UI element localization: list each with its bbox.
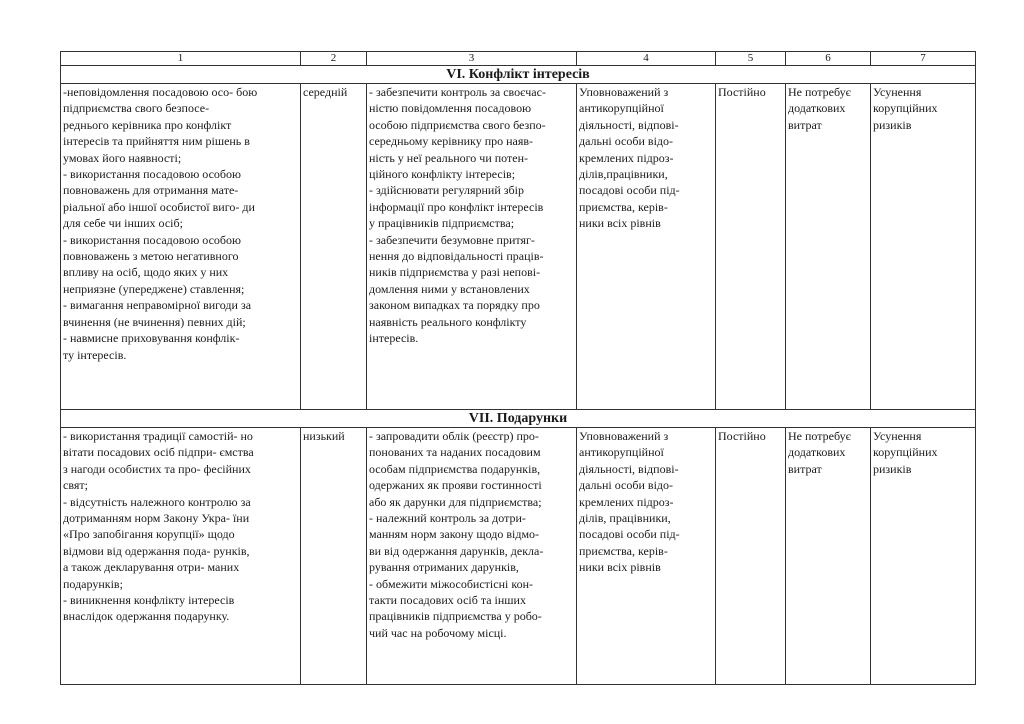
text-line: додаткових (788, 101, 846, 116)
column-number: 3 (367, 52, 577, 66)
text-line: ділів,працівники, (579, 167, 668, 182)
table-row (61, 428, 976, 685)
text-line: повноважень для отримання мате- (63, 183, 239, 198)
text-line: середньому керівнику про наяв- (369, 134, 534, 149)
document-page (60, 51, 975, 685)
text-line: наявність реального конфлікту (369, 314, 527, 329)
risk-cell (61, 428, 301, 685)
column-number-row (61, 52, 976, 66)
text-line: Усунення (873, 85, 922, 99)
text-line: - забезпечити контроль за своєчас- (369, 85, 546, 99)
measures-cell (367, 428, 577, 685)
text-line: посадові особи під- (579, 527, 680, 542)
result-cell (871, 84, 976, 410)
text-line: кремлених підроз- (579, 494, 674, 509)
table-row (61, 84, 976, 410)
result-text (873, 428, 973, 477)
text-line: а також декларування отри- маних (63, 560, 240, 575)
text-line: Уповноважений з (579, 85, 669, 99)
text-line: ризиків (873, 461, 912, 476)
text-line: реднього керівника про конфлікт (63, 117, 232, 132)
text-line: - обмежити міжособистісні кон- (369, 576, 533, 591)
text-line: особам підприємства подарунків, (369, 461, 541, 476)
text-line: ники всіх рівнів (579, 560, 661, 575)
risk-text (63, 428, 298, 625)
result-cell (871, 428, 976, 685)
text-line: - використання посадовою особою (63, 232, 242, 247)
text-line: кремлених підроз- (579, 150, 674, 165)
text-line: - запровадити облік (реєстр) про- (369, 429, 539, 443)
section-title: VII. Подарунки (61, 410, 976, 428)
resources-cell (786, 84, 871, 410)
text-line: одержаних як прояви гостинності (369, 478, 542, 493)
text-line: Не потребує (788, 429, 851, 443)
text-line: ністю повідомлення посадовою (369, 101, 532, 116)
text-line: - здійснювати регулярний збір (369, 183, 524, 198)
text-line: впливу на осіб, щодо яких у них (63, 265, 229, 280)
column-number: 4 (577, 52, 716, 66)
risk-level-cell: середній (301, 84, 367, 410)
section-heading-row (61, 66, 976, 84)
responsible-text (579, 84, 713, 232)
risk-cell (61, 84, 301, 410)
text-line: витрат (788, 461, 822, 476)
text-line: інформації про конфлікт інтересів (369, 199, 544, 214)
text-line: діяльності, відпові- (579, 461, 679, 476)
text-line: дальні особи відо- (579, 478, 674, 493)
text-line: законом випадках та порядку про (369, 298, 540, 313)
column-number: 1 (61, 52, 301, 66)
column-number: 7 (871, 52, 976, 66)
text-line: ризиків (873, 117, 912, 132)
text-line: діяльності, відпові- (579, 117, 679, 132)
text-line: Уповноважений з (579, 429, 669, 443)
text-line: ви від одержання дарунків, декла- (369, 543, 544, 558)
text-line: корупційних (873, 101, 938, 116)
text-line: дотриманням норм Закону Укра- їни (63, 511, 250, 526)
text-line: Усунення (873, 429, 922, 443)
text-line: домлення ними у встановлених (369, 281, 530, 296)
section-title: VI. Конфлікт інтересів (61, 66, 976, 84)
text-line: - використання посадовою особою (63, 167, 242, 182)
text-line: ту інтересів. (63, 347, 127, 362)
text-line: ділів, працівники, (579, 511, 671, 526)
text-line: додаткових (788, 445, 846, 460)
column-number: 6 (786, 52, 871, 66)
text-line: манням норм закону щодо відмо- (369, 527, 540, 542)
text-line: подарунків; (63, 576, 123, 591)
result-text (873, 84, 973, 133)
text-line: свят; (63, 478, 88, 493)
text-line: ники всіх рівнів (579, 216, 661, 231)
text-line: приємства, керів- (579, 199, 668, 214)
text-line: такти посадових осіб та інших (369, 593, 526, 608)
text-line: - забезпечити безумовне притяг- (369, 232, 535, 247)
text-line: антикорупційної (579, 101, 664, 116)
text-line: - навмисне приховування конфлік- (63, 331, 240, 346)
measures-text (369, 84, 574, 347)
resources-cell (786, 428, 871, 685)
term-cell: Постійно (716, 84, 786, 410)
text-line: антикорупційної (579, 445, 664, 460)
text-line: «Про запобігання корупції» щодо (63, 527, 235, 542)
text-line: - відсутність належного контролю за (63, 494, 251, 509)
text-line: умовах його наявності; (63, 150, 182, 165)
text-line: ріальної або іншої особистої виго- ди (63, 199, 255, 214)
text-line: дальні особи відо- (579, 134, 674, 149)
text-line: неприязне (упереджене) ставлення; (63, 281, 245, 296)
text-line: внаслідок одержання подарунку. (63, 609, 230, 624)
text-line: працівників підприємства у робо- (369, 609, 542, 624)
text-line: приємства, керів- (579, 543, 668, 558)
column-number: 5 (716, 52, 786, 66)
text-line: вітати посадових осіб підпри- ємства (63, 445, 254, 460)
resources-text (788, 84, 868, 133)
text-line: ність у неї реального чи потен- (369, 150, 528, 165)
text-line: -неповідомлення посадовою осо- бою (63, 85, 258, 99)
text-line: посадові особи під- (579, 183, 680, 198)
text-line: інтересів та прийняття ним рішень в (63, 134, 250, 149)
text-line: або як дарунки для підприємства; (369, 494, 542, 509)
text-line: підприємства свого безпосе- (63, 101, 210, 116)
text-line: особою підприємства свого безпо- (369, 117, 546, 132)
text-line: корупційних (873, 445, 938, 460)
risk-level-cell: низький (301, 428, 367, 685)
text-line: - вимагання неправомірної вигоди за (63, 298, 252, 313)
text-line: інтересів. (369, 331, 419, 346)
text-line: - належний контроль за дотри- (369, 511, 526, 526)
text-line: - використання традиції самостій- но (63, 429, 253, 443)
text-line: витрат (788, 117, 822, 132)
text-line: нення до відповідальності працiв- (369, 249, 544, 264)
risk-text (63, 84, 298, 363)
text-line: ційного конфлікту інтересів; (369, 167, 516, 182)
responsible-text (579, 428, 713, 576)
responsible-cell (577, 84, 716, 410)
text-line: для себе чи інших осіб; (63, 216, 183, 231)
text-line: у працівників підприємства; (369, 216, 515, 231)
text-line: ників підприємства у разі непові- (369, 265, 541, 280)
risk-table (60, 51, 976, 685)
text-line: Не потребує (788, 85, 851, 99)
text-line: понованих та наданих посадовим (369, 445, 541, 460)
text-line: рування отриманих дарунків, (369, 560, 519, 575)
text-line: вчинення (не вчинення) певних дій; (63, 314, 246, 329)
responsible-cell (577, 428, 716, 685)
measures-text (369, 428, 574, 641)
text-line: - виникнення конфлікту інтересів (63, 593, 235, 608)
text-line: відмови від одержання пода- рунків, (63, 543, 250, 558)
section-heading-row (61, 410, 976, 428)
resources-text (788, 428, 868, 477)
term-cell: Постійно (716, 428, 786, 685)
text-line: чий час на робочому місці. (369, 625, 507, 640)
measures-cell (367, 84, 577, 410)
column-number: 2 (301, 52, 367, 66)
text-line: повноважень з метою негативного (63, 249, 239, 264)
text-line: з нагоди особистих та про- фесійних (63, 461, 251, 476)
